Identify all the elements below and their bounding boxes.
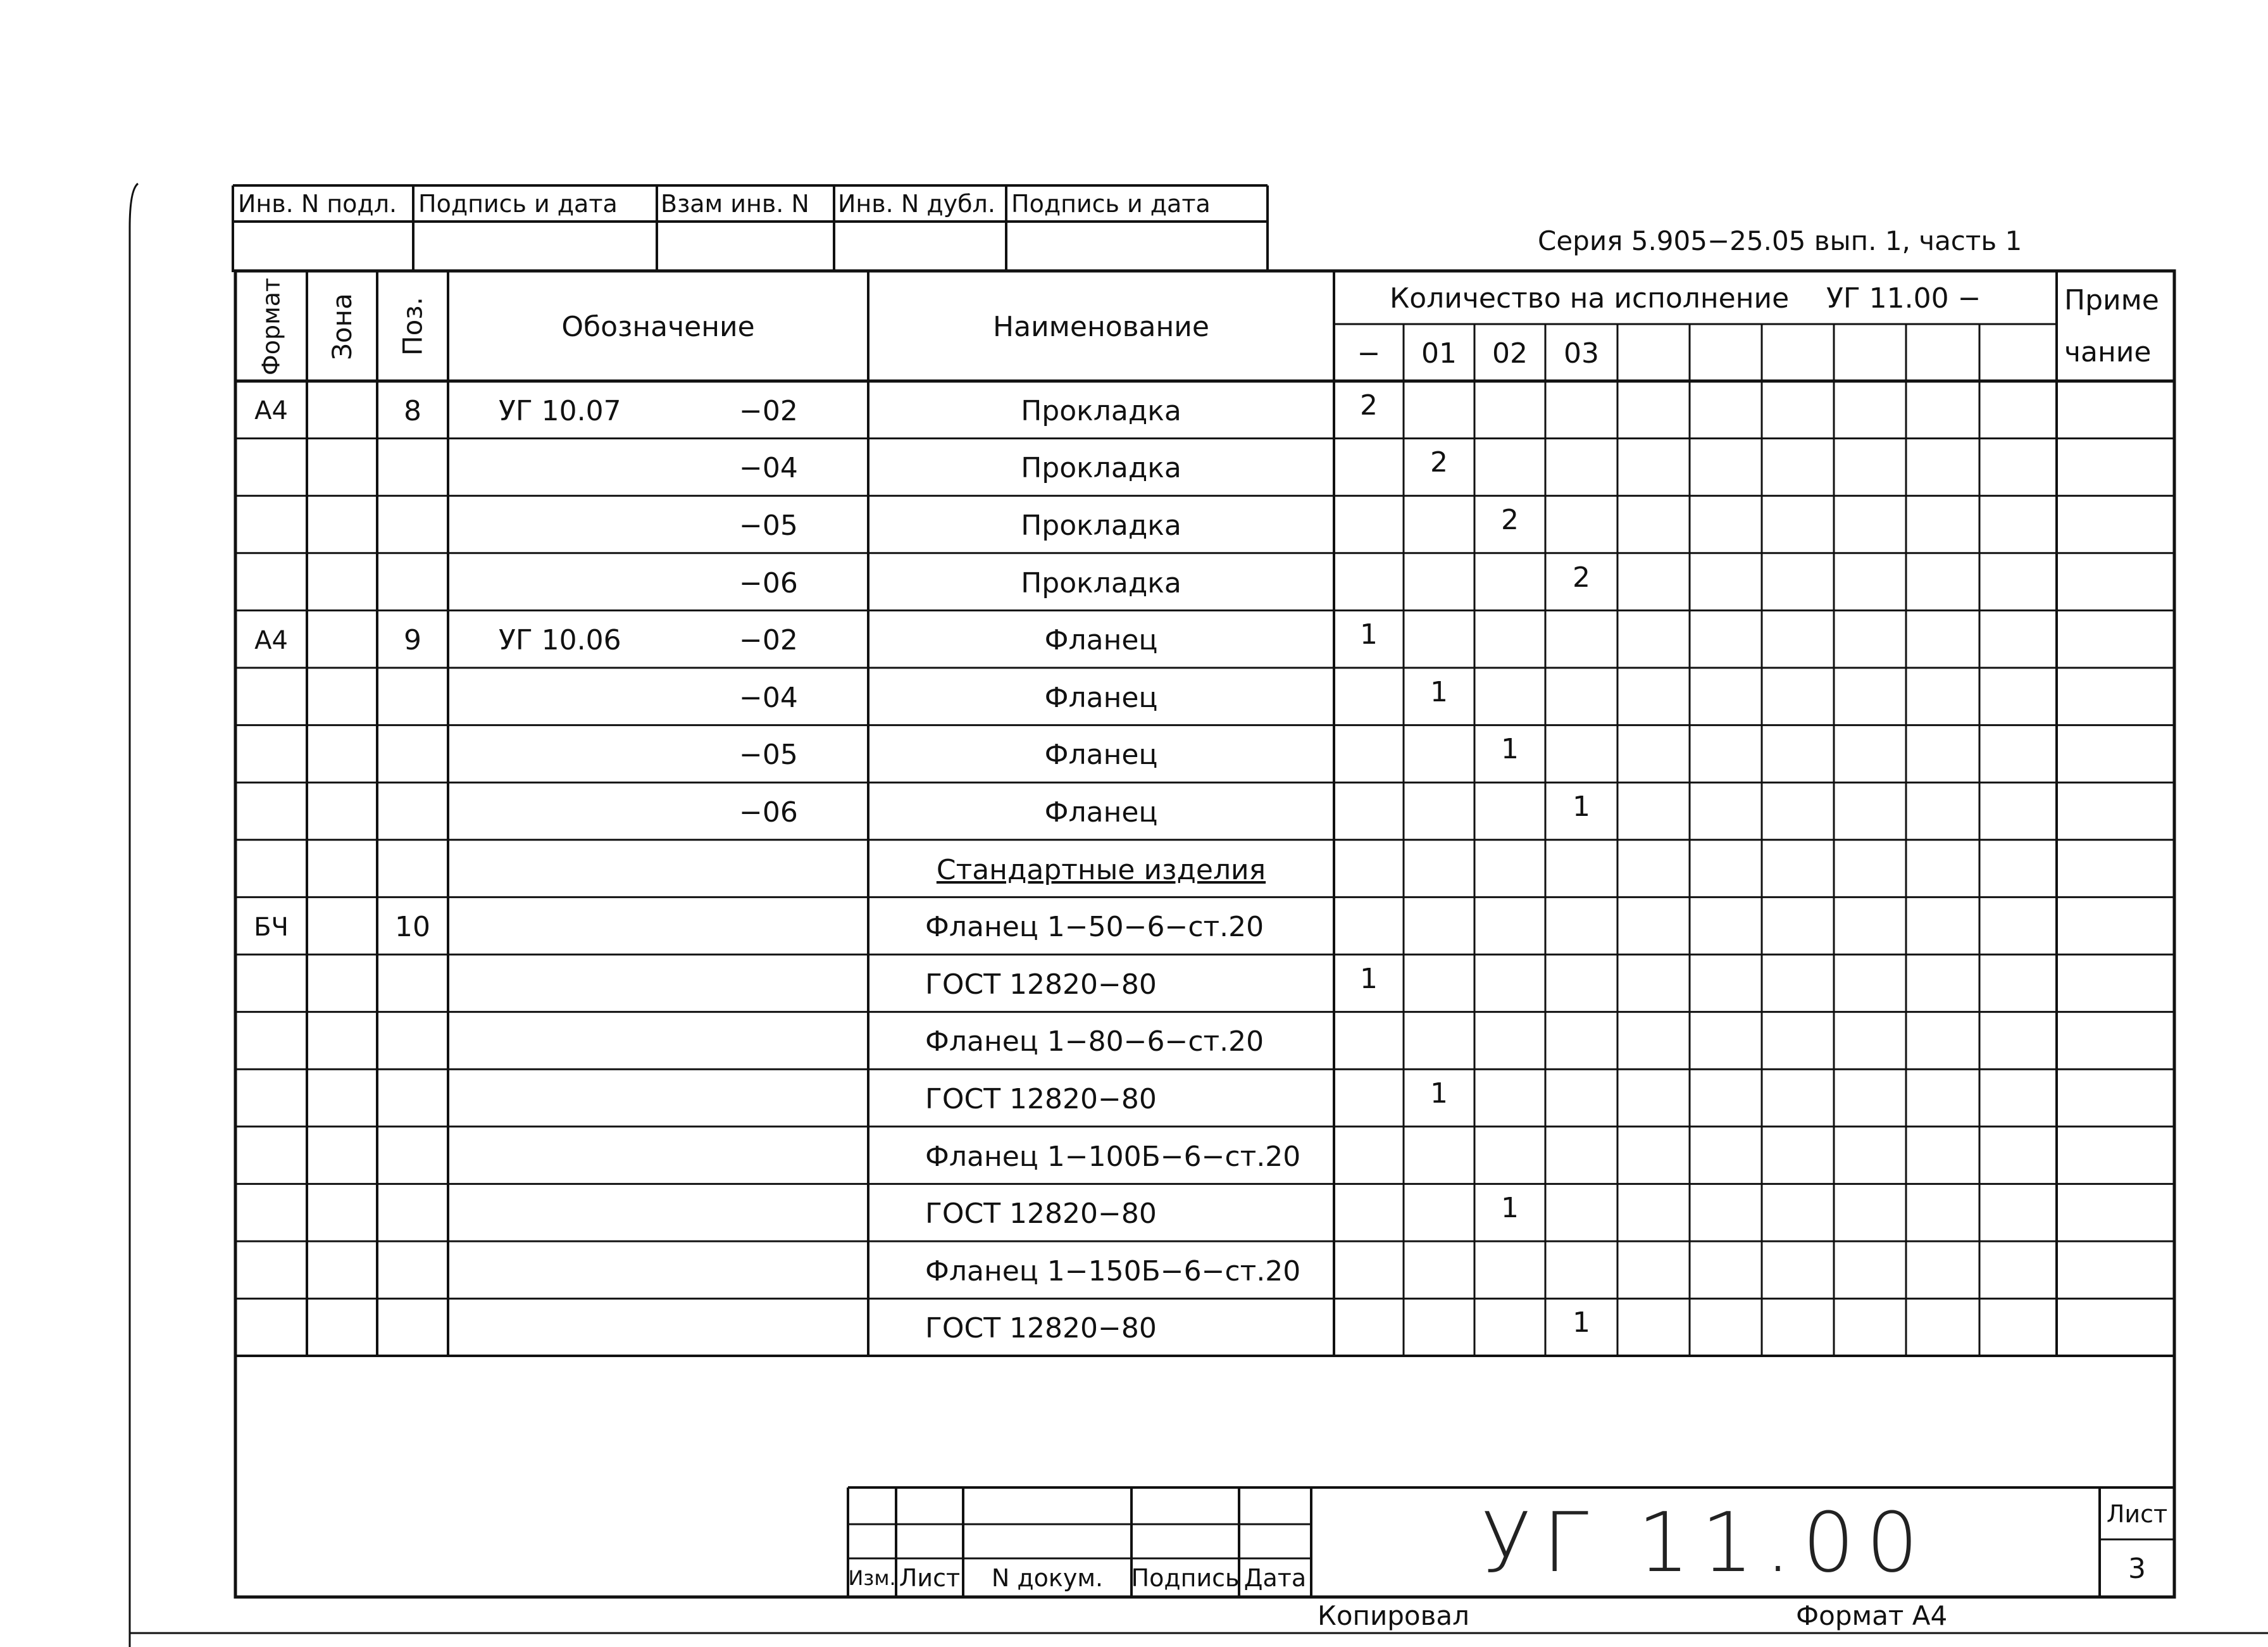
row-qty-02 [1474,782,1545,831]
row-format: А4 [254,396,288,426]
row-name: Фланец [1044,796,1158,829]
row-qty-02 [1474,381,1545,430]
row-designation-suffix: −05 [739,509,798,542]
row-qty-base [1334,1299,1404,1348]
row-zone [307,844,377,896]
row-zone [307,1303,377,1355]
row-qty-02 [1474,840,1545,889]
tb-sheet-number: 3 [2128,1552,2146,1585]
header-variant-03: 03 [1564,337,1599,370]
row-qty-01 [1404,897,1474,946]
row-pos [377,442,448,495]
header-qty-product: УГ 11.00 − [1826,282,1981,315]
row-designation-suffix: −04 [739,452,798,485]
row-pos [377,958,448,1011]
row-qty-02 [1474,1299,1545,1348]
row-name: ГОСТ 12820−80 [925,1312,1157,1345]
tb-label-data: Дата [1243,1564,1307,1592]
row-designation [499,557,688,610]
row-qty-02 [1474,1069,1545,1118]
header-designation: Обозначение [561,310,755,343]
row-qty-03 [1545,1127,1617,1175]
row-format [235,442,307,495]
row-qty-02: 1 [1501,733,1519,766]
row-pos [377,499,448,552]
row-qty-base [1334,1241,1404,1290]
row-qty-base [1334,1012,1404,1061]
row-qty-01 [1404,955,1474,1003]
row-designation [499,1016,688,1068]
header-variant-02: 02 [1492,337,1528,370]
row-format [235,1073,307,1125]
row-name: Фланец 1−50−6−ст.20 [925,911,1264,944]
row-name: Фланец 1−150Б−6−ст.20 [925,1255,1301,1287]
row-zone [307,1245,377,1298]
row-qty-03 [1545,1241,1617,1290]
row-designation-suffix [739,844,859,896]
tb-designation: УГ 11.00 [1481,1494,1930,1591]
row-qty-01 [1404,553,1474,602]
row-qty-01 [1404,496,1474,544]
row-qty-01 [1404,725,1474,774]
row-qty-base [1334,897,1404,946]
row-pos: 8 [404,394,421,427]
tb-label-ndokum: N докум. [991,1564,1104,1592]
row-qty-01 [1404,381,1474,430]
row-qty-02 [1474,668,1545,717]
row-format [235,499,307,552]
row-zone [307,729,377,782]
row-pos [377,844,448,896]
row-format [235,1130,307,1183]
row-qty-base [1334,782,1404,831]
row-qty-03 [1545,610,1617,659]
row-qty-base [1334,1069,1404,1118]
row-zone [307,901,377,953]
row-qty-02 [1474,955,1545,1003]
row-qty-03 [1545,955,1617,1003]
row-name: Фланец [1044,739,1158,772]
row-name: Прокладка [1021,567,1181,599]
row-qty-base [1334,1184,1404,1232]
row-zone [307,1073,377,1125]
row-qty-03: 1 [1573,790,1590,823]
row-format [235,1016,307,1068]
row-zone [307,499,377,552]
row-qty-01 [1404,1127,1474,1175]
row-pos [377,1130,448,1183]
row-designation-suffix [739,958,859,1011]
row-zone [307,557,377,610]
row-name: Фланец [1044,624,1158,657]
row-designation-suffix [739,1130,859,1183]
row-zone [307,442,377,495]
header-pos: Поз. [397,297,428,356]
section-title: Стандартные изделия [936,853,1266,886]
row-qty-02 [1474,1012,1545,1061]
row-qty-03: 1 [1573,1306,1590,1339]
row-name: Фланец 1−80−6−ст.20 [925,1025,1264,1058]
header-name: Наименование [993,310,1209,343]
footer-copied: Копировал [1318,1600,1469,1631]
row-qty-01: 2 [1430,446,1448,479]
row-designation-suffix: −04 [739,681,798,714]
tb-label-list: Лист [899,1564,961,1592]
strip-sign-date-1: Подпись и дата [418,190,618,218]
row-qty-03 [1545,840,1617,889]
row-designation [499,786,688,839]
row-zone [307,1130,377,1183]
row-qty-02 [1474,1241,1545,1290]
row-zone [307,958,377,1011]
row-name: Прокладка [1021,509,1181,542]
row-qty-02 [1474,610,1545,659]
row-qty-base: 1 [1360,618,1378,651]
row-designation [499,844,688,896]
row-format [235,557,307,610]
row-designation [499,442,688,495]
row-pos [377,1016,448,1068]
row-qty-02 [1474,553,1545,602]
row-format [235,672,307,724]
row-designation-suffix [739,901,859,953]
row-designation [499,672,688,724]
strip-inv-dubl: Инв. N дубл. [838,190,995,218]
row-qty-base [1334,1127,1404,1175]
row-format [235,1245,307,1298]
row-qty-03: 2 [1573,561,1590,594]
row-designation-suffix [739,1303,859,1355]
row-designation-suffix: −02 [739,394,798,427]
row-qty-02: 2 [1501,503,1519,536]
row-format [235,786,307,839]
row-name: Фланец [1044,681,1158,714]
row-name: ГОСТ 12820−80 [925,1198,1157,1231]
strip-inv-podl: Инв. N подл. [238,190,397,218]
row-designation [499,1303,688,1355]
row-qty-base [1334,553,1404,602]
row-zone [307,1187,377,1240]
row-zone [307,786,377,839]
row-pos [377,1303,448,1355]
row-format [235,729,307,782]
row-format: БЧ [254,912,289,942]
row-designation-suffix: −06 [739,567,798,599]
row-qty-02 [1474,897,1545,946]
row-designation-suffix [739,1073,859,1125]
tb-label-podpis: Подпись [1131,1564,1240,1592]
row-pos [377,1073,448,1125]
row-designation: УГ 10.06 [499,624,621,657]
row-name: Прокладка [1021,394,1181,427]
row-designation [499,1130,688,1183]
row-qty-01 [1404,1241,1474,1290]
row-designation-suffix: −06 [739,796,798,829]
row-zone [307,672,377,724]
row-designation-suffix [739,1016,859,1068]
row-format [235,1187,307,1240]
row-designation-suffix: −05 [739,739,798,772]
strip-sign-date-2: Подпись и дата [1011,190,1211,218]
row-qty-01 [1404,782,1474,831]
row-pos: 10 [395,911,430,944]
header-note-2: чание [2064,335,2152,368]
row-zone [307,614,377,667]
row-format [235,844,307,896]
tb-label-izm: Изм. [848,1566,896,1590]
row-qty-03 [1545,381,1617,430]
row-qty-base [1334,496,1404,544]
row-qty-03 [1545,668,1617,717]
row-qty-03 [1545,439,1617,487]
row-qty-03 [1545,496,1617,544]
row-qty-03 [1545,1184,1617,1232]
row-name: ГОСТ 12820−80 [925,968,1157,1001]
row-name: ГОСТ 12820−80 [925,1082,1157,1115]
row-qty-01: 1 [1430,1077,1448,1110]
row-qty-03 [1545,725,1617,774]
strip-vzam-inv: Взам инв. N [661,190,809,218]
row-designation-suffix [739,1187,859,1240]
row-zone [307,1016,377,1068]
row-qty-01 [1404,840,1474,889]
row-format: А4 [254,625,288,655]
row-designation [499,1187,688,1240]
row-qty-base [1334,725,1404,774]
row-qty-01: 1 [1430,675,1448,708]
row-designation [499,1073,688,1125]
row-name: Прокладка [1021,452,1181,485]
row-designation [499,499,688,552]
row-pos [377,729,448,782]
row-qty-base [1334,840,1404,889]
row-designation-suffix [739,1245,859,1298]
row-format [235,1303,307,1355]
row-qty-02 [1474,439,1545,487]
header-variant-base: − [1357,337,1381,370]
row-qty-03 [1545,897,1617,946]
header-variant-01: 01 [1421,337,1457,370]
footer-format: Формат А4 [1796,1600,1948,1631]
row-qty-01 [1404,610,1474,659]
row-designation [499,1245,688,1298]
row-designation [499,729,688,782]
row-qty-01 [1404,1012,1474,1061]
row-designation [499,958,688,1011]
row-designation-suffix: −02 [739,624,798,657]
row-qty-03 [1545,1012,1617,1061]
row-qty-base: 2 [1360,389,1378,422]
header-qty-title: Количество на исполнение [1390,282,1790,315]
row-name: Фланец 1−100Б−6−ст.20 [925,1140,1301,1173]
row-qty-base [1334,668,1404,717]
series-label: Серия 5.905−25.05 вып. 1, часть 1 [1538,225,2022,256]
header-note-1: Приме [2064,284,2159,316]
row-qty-02 [1474,1127,1545,1175]
row-pos [377,1187,448,1240]
row-pos: 9 [404,624,421,657]
header-zone: Зона [327,293,358,360]
row-qty-02: 1 [1501,1192,1519,1225]
row-qty-01 [1404,1299,1474,1348]
header-format: Формат [257,277,285,376]
tb-sheet-label: Лист [2106,1500,2168,1528]
row-qty-03 [1545,1069,1617,1118]
row-pos [377,1245,448,1298]
row-designation: УГ 10.07 [499,394,621,427]
row-qty-01 [1404,1184,1474,1232]
row-pos [377,672,448,724]
row-pos [377,786,448,839]
row-zone [307,385,377,437]
row-format [235,958,307,1011]
row-designation [499,901,688,953]
row-pos [377,557,448,610]
row-qty-base [1334,439,1404,487]
row-qty-base: 1 [1360,962,1378,995]
